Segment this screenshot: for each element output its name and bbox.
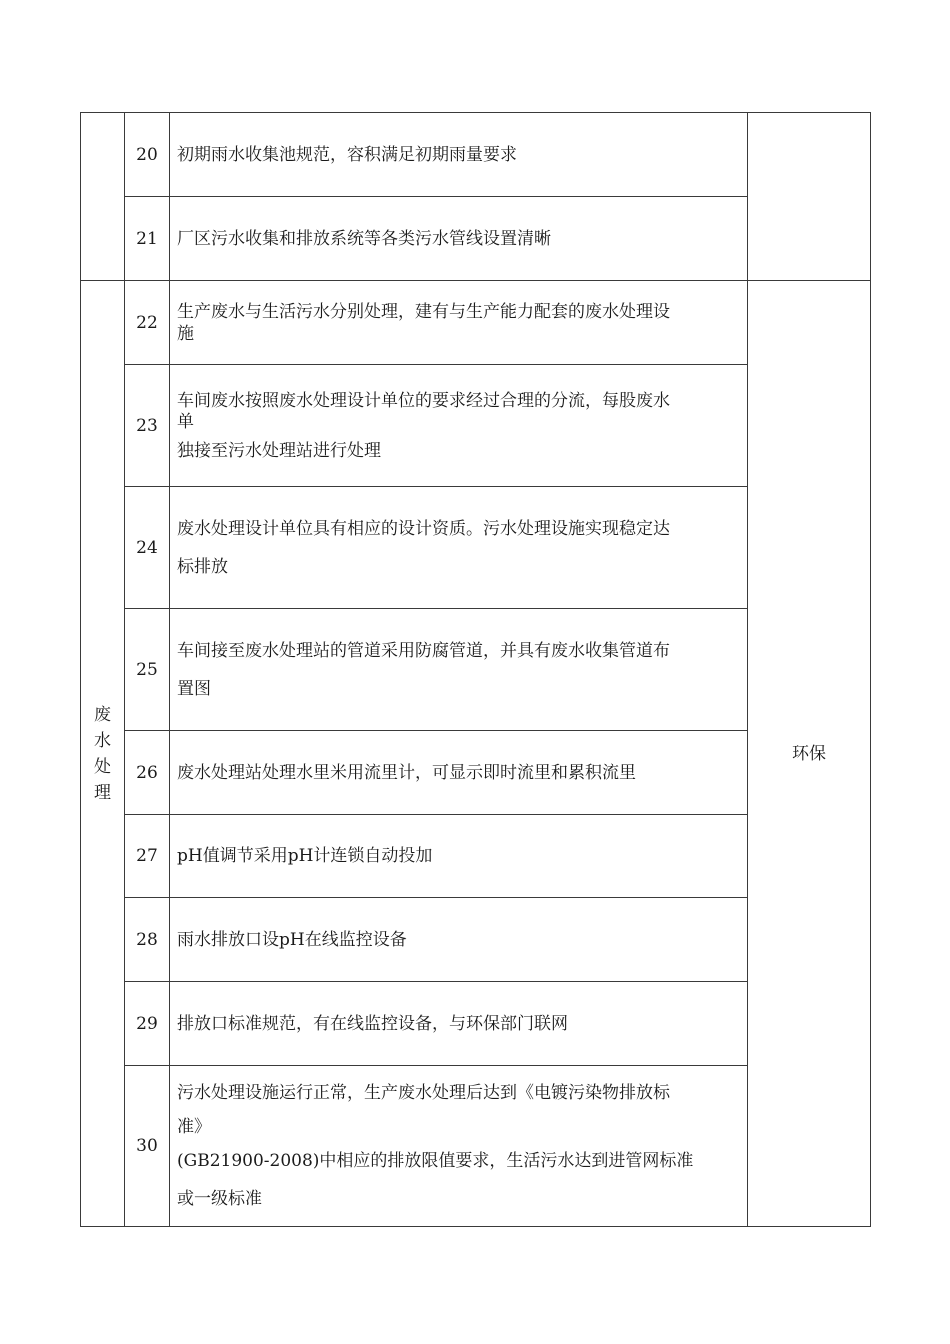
item-number: 30 xyxy=(125,1066,170,1227)
requirement-text: 初期雨水收集池规范，容积满足初期雨量要求 xyxy=(170,113,748,197)
category-cell-wastewater xyxy=(81,281,125,1227)
item-number: 25 xyxy=(125,609,170,731)
department-cell-previous xyxy=(748,113,871,281)
inspection-checklist-table xyxy=(80,112,871,1227)
item-number: 29 xyxy=(125,982,170,1066)
item-number: 26 xyxy=(125,731,170,815)
department-label: 环保 xyxy=(792,743,826,764)
item-number: 23 xyxy=(125,365,170,487)
table-row xyxy=(81,281,871,365)
item-number: 28 xyxy=(125,898,170,982)
requirement-text: 废水处理站处理水里米用流里计，可显示即时流里和累积流里 xyxy=(170,731,748,815)
category-label: 废 水 处 理 xyxy=(94,704,111,803)
item-number: 27 xyxy=(125,815,170,898)
requirement-text: 厂区污水收集和排放系统等各类污水管线设置清晰 xyxy=(170,197,748,281)
requirement-text: 车间废水按照废水处理设计单位的要求经过合理的分流，每股废水 单 独接至污水处理站进行处理 xyxy=(170,365,748,487)
requirement-text: 车间接至废水处理站的管道采用防腐管道，并具有废水收集管道布 置图 xyxy=(170,609,748,731)
item-number: 24 xyxy=(125,487,170,609)
department-cell xyxy=(748,281,871,1227)
requirement-text: pH值调节采用pH计连锁自动投加 xyxy=(170,815,748,898)
requirement-text: 废水处理设计单位具有相应的设计资质。污水处理设施实现稳定达 标排放 xyxy=(170,487,748,609)
item-number: 21 xyxy=(125,197,170,281)
item-number: 22 xyxy=(125,281,170,365)
item-number: 20 xyxy=(125,113,170,197)
requirement-text: 雨水排放口设pH在线监控设备 xyxy=(170,898,748,982)
requirement-text: 污水处理设施运行正常，生产废水处理后达到《电镀污染物排放标 准》 (GB21900-2008)中相应的排放限值要求，生活污水达到进管网标准 或一级标准 xyxy=(170,1066,748,1227)
category-cell-previous xyxy=(81,113,125,281)
requirement-text: 排放口标准规范，有在线监控设备，与环保部门联网 xyxy=(170,982,748,1066)
requirement-text: 生产废水与生活污水分别处理，建有与生产能力配套的废水处理设 施 xyxy=(170,281,748,365)
table-row xyxy=(81,113,871,197)
